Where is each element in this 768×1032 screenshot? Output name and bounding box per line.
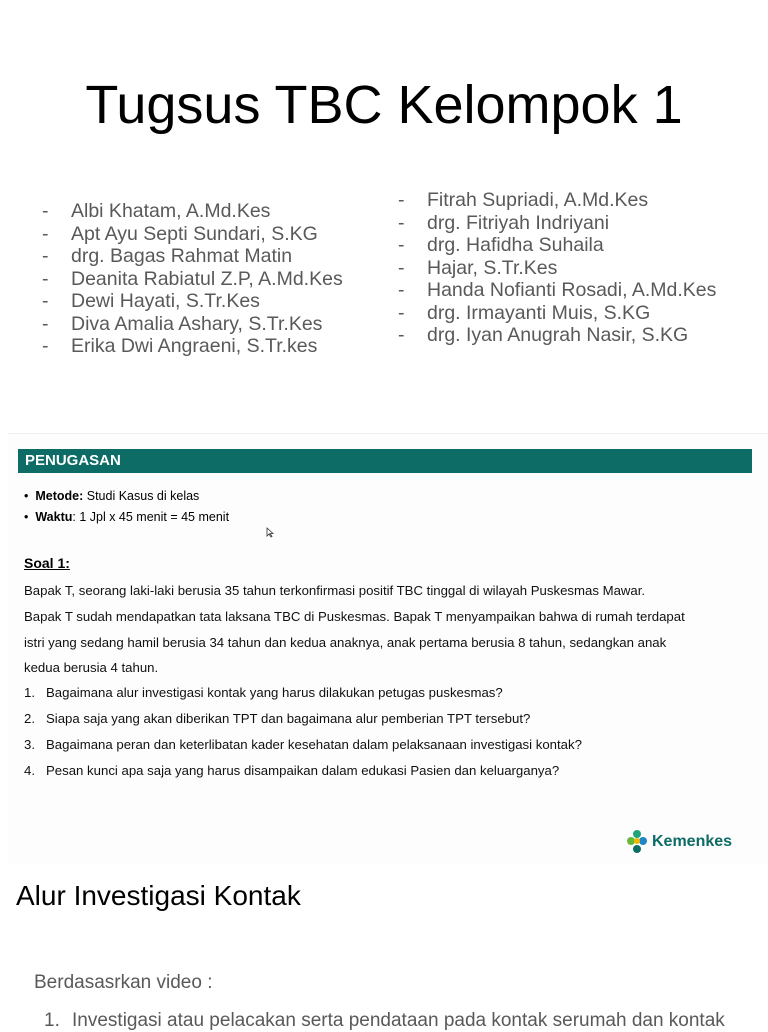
case-line: istri yang sedang hamil berusia 34 tahun dan kedua anaknya, anak pertama berusia 8 tahun, sedangkan anak bbox=[24, 634, 667, 650]
section-list-item: 1. Investigasi atau pelacakan serta pendataan pada kontak serumah dan kontak bbox=[44, 1010, 725, 1031]
case-line: kedua berusia 4 tahun. bbox=[24, 660, 159, 676]
member-item: - drg. Fitriyah Indriyani bbox=[398, 211, 610, 234]
question-item: 1. Bagaimana alur investigasi kontak yang harus dilakukan petugas puskesmas? bbox=[24, 685, 503, 700]
case-paragraph bbox=[24, 578, 764, 681]
task-header bbox=[18, 449, 752, 473]
member-item: - drg. Bagas Rahmat Matin bbox=[42, 245, 293, 267]
member-item: - Dewi Hayati, S.Tr.Kes bbox=[42, 290, 260, 312]
question-item: 3. Bagaimana peran dan keterlibatan kader kesehatan dalam pelaksanaan investigasi kontak? bbox=[24, 737, 582, 752]
member-list-left bbox=[42, 200, 343, 358]
case-line: Bapak T, seorang laki-laki berusia 35 tahun terkonfirmasi positif TBC tinggal di wilayah Puskesmas Mawar. bbox=[24, 583, 646, 598]
member-item: - Diva Amalia Ashary, S.Tr.Kes bbox=[42, 312, 323, 335]
case-line: Bapak T sudah mendapatkan tata laksana TBC di Puskesmas. Bapak T menyampaikan bahwa di rumah terdapat bbox=[24, 608, 685, 624]
kemenkes-logo-icon bbox=[626, 829, 648, 855]
kemenkes-logo-text: Kemenkes bbox=[652, 833, 733, 850]
task-method: • Metode: Studi Kasus di kelas bbox=[24, 489, 200, 503]
question-list bbox=[24, 680, 582, 784]
kemenkes-logo bbox=[626, 827, 732, 857]
section-intro: Berdasasrkan video : bbox=[34, 972, 213, 993]
member-item: - drg. Iyan Anugrah Nasir, S.KG bbox=[398, 324, 689, 346]
task-time: • Waktu: 1 Jpl x 45 menit = 45 menit bbox=[24, 510, 230, 524]
member-item: - drg. Irmayanti Muis, S.KG bbox=[398, 301, 651, 324]
member-list-right bbox=[398, 189, 716, 347]
member-item: - Erika Dwi Angraeni, S.Tr.kes bbox=[42, 335, 318, 357]
task-info bbox=[24, 486, 229, 528]
question-item: 4. Pesan kunci apa saja yang harus disampaikan dalam edukasi Pasien dan keluarganya? bbox=[24, 763, 560, 778]
question-title: Soal 1: bbox=[24, 555, 70, 571]
task-header-label: PENUGASAN bbox=[25, 452, 121, 469]
member-item: - Apt Ayu Septi Sundari, S.KG bbox=[42, 222, 318, 245]
question-item: 2. Siapa saja yang akan diberikan TPT dan bagaimana alur pemberian TPT tersebut? bbox=[24, 711, 531, 726]
member-item: - Fitrah Supriadi, A.Md.Kes bbox=[398, 189, 649, 211]
section-title: Alur Investigasi Kontak bbox=[16, 880, 301, 911]
mouse-cursor-icon bbox=[266, 527, 274, 541]
member-item: - Handa Nofianti Rosadi, A.Md.Kes bbox=[398, 279, 717, 301]
member-item: - Albi Khatam, A.Md.Kes bbox=[42, 200, 271, 222]
member-item: - Hajar, S.Tr.Kes bbox=[398, 256, 558, 279]
task-image bbox=[8, 433, 768, 864]
slide-title: Tugsus TBC Kelompok 1 bbox=[85, 75, 683, 135]
member-item: - drg. Hafidha Suhaila bbox=[398, 234, 604, 256]
member-item: - Deanita Rabiatul Z.P, A.Md.Kes bbox=[42, 267, 343, 290]
